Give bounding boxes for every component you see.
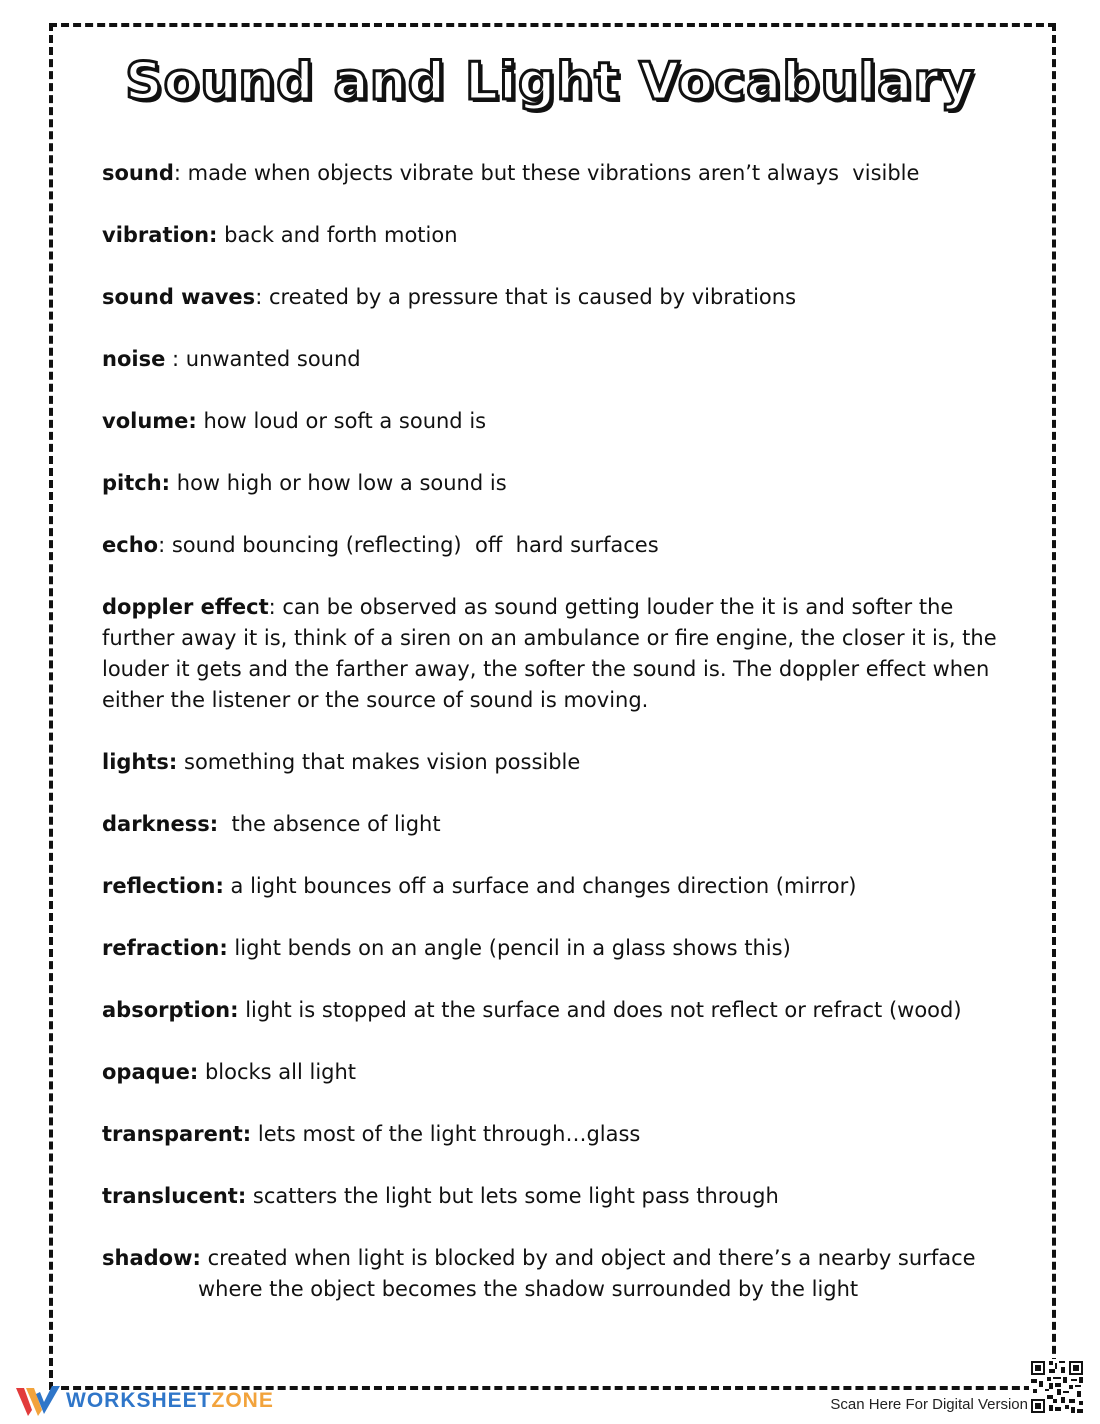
logo-text-part2: ZONE [211,1389,274,1412]
logo-w-icon [14,1384,64,1418]
vocab-entry [102,282,1022,313]
vocab-definition: created when light is blocked by and object and there’s a nearby surface [200,1246,976,1270]
vocab-entry [102,344,1022,375]
vocab-term: refraction: [102,936,228,960]
page-title: Sound and Light Vocabulary [125,52,975,112]
vocab-entry [102,871,1022,902]
vocab-term: absorption: [102,998,239,1022]
vocab-definition: a light bounces off a surface and changes direction (mirror) [223,874,857,898]
vocab-term: reflection: [102,874,224,898]
vocab-definition: : sound bouncing (reflecting) off hard surfaces [158,533,659,557]
logo-text [66,1389,274,1413]
vocab-term: vibration: [102,223,218,247]
vocab-definition-continued: where the object becomes the shadow surrounded by the light [198,1277,859,1301]
vocab-entry [102,995,1022,1026]
vocab-entry [102,468,1022,499]
logo-text-part1: WORKSHEET [66,1389,212,1412]
vocab-term: transparent: [102,1122,252,1146]
vocab-entry [102,1057,1022,1088]
vocab-definition: blocks all light [198,1060,357,1084]
vocab-definition: : can be observed as sound getting louder the it is and softer the further away it is, think of a siren on an ambulance or fire engine, the closer it is, the louder it gets and the farther away, the softer the sound is. The doppler effect when either the listener or the source of sound is moving. [102,595,1004,712]
vocabulary-list [102,158,1022,1336]
vocab-entry [102,592,1022,716]
vocab-entry [102,1181,1022,1212]
vocab-term: translucent: [102,1184,247,1208]
vocab-definition: back and forth motion [217,223,458,247]
vocab-definition: : made when objects vibrate but these vibrations aren’t always visible [173,161,920,185]
vocab-definition: scatters the light but lets some light pass through [246,1184,779,1208]
vocab-definition: light bends on an angle (pencil in a glass shows this) [227,936,791,960]
vocab-definition: : created by a pressure that is caused by vibrations [255,285,797,309]
scan-caption: Scan Here For Digital Version [830,1396,1028,1413]
vocab-definition: : unwanted sound [165,347,361,371]
vocab-entry [102,406,1022,437]
vocab-entry [102,220,1022,251]
vocab-entry-shadow [102,1243,1022,1305]
vocab-term: volume: [102,409,197,433]
vocab-term: lights: [102,750,178,774]
vocab-entry [102,1119,1022,1150]
vocab-entry [102,158,1022,189]
vocab-definition: how loud or soft a sound is [196,409,487,433]
qr-code-icon[interactable] [1029,1359,1085,1415]
vocab-term: pitch: [102,471,171,495]
worksheetzone-logo[interactable] [14,1384,274,1418]
vocab-definition: how high or how low a sound is [170,471,507,495]
vocab-definition: light is stopped at the surface and does not reflect or refract (wood) [238,998,962,1022]
vocab-definition: something that makes vision possible [177,750,581,774]
vocab-term: sound [102,161,174,185]
vocab-entry [102,530,1022,561]
vocab-term: doppler effect [102,595,269,619]
vocab-entry [102,747,1022,778]
vocab-definition: the absence of light [218,812,441,836]
vocab-term: shadow: [102,1246,201,1270]
vocab-term: opaque: [102,1060,199,1084]
vocab-definition: lets most of the light through…glass [251,1122,641,1146]
vocab-term: echo [102,533,159,557]
vocab-entry [102,933,1022,964]
vocab-term: sound waves [102,285,256,309]
vocab-entry [102,809,1022,840]
vocab-term: noise [102,347,166,371]
vocab-term: darkness: [102,812,219,836]
